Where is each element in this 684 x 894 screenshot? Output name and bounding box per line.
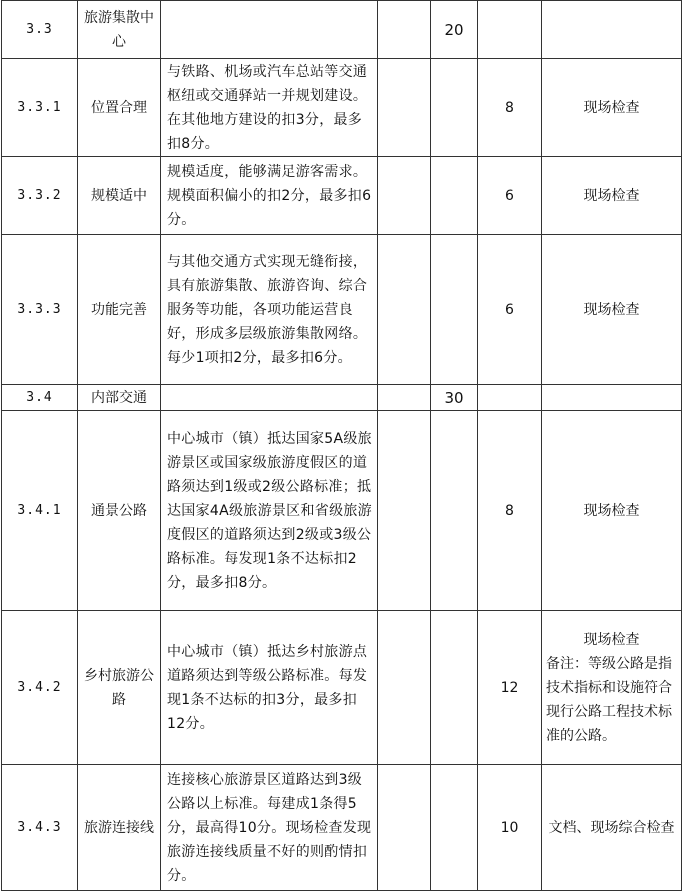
row-col4 (378, 157, 431, 235)
row-points: 12 (478, 611, 542, 765)
row-score (431, 411, 478, 611)
row-points: 10 (478, 765, 542, 891)
row-code: 3.4.2 (2, 611, 78, 765)
row-desc: 规模适度，能够满足游客需求。规模面积偏小的扣2分，最多扣6分。 (161, 157, 378, 235)
row-score (431, 235, 478, 385)
row-points (478, 385, 542, 411)
row-col4 (378, 1, 431, 59)
row-points: 6 (478, 157, 542, 235)
table-row (2, 765, 682, 891)
row-col4 (378, 611, 431, 765)
row-score (431, 765, 478, 891)
row-item: 位置合理 (78, 59, 161, 157)
row-remark: 备注：等级公路是指技术指标和设施符合现行公路工程技术标准的公路。 (546, 655, 672, 744)
row-desc: 中心城市（镇）抵达乡村旅游点道路须达到等级公路标准。每发现1条不达标的扣3分，最多扣12分。 (161, 611, 378, 765)
table-row (2, 157, 682, 235)
row-method: 文档、现场综合检查 (542, 765, 682, 891)
table-row (2, 611, 682, 765)
row-method: 现场检查 (583, 631, 640, 648)
row-item: 旅游集散中心 (78, 1, 161, 59)
row-method: 现场检查 (542, 59, 682, 157)
row-code: 3.3.2 (2, 157, 78, 235)
row-score: 20 (431, 1, 478, 59)
row-desc: 中心城市（镇）抵达国家5A级旅游景区或国家级旅游度假区的道路须达到1级或2级公路标准；抵达国家4A级旅游景区和省级旅游度假区的道路须达到2级或3级公路标准。每发现1条不达标扣2分，最多扣8分。 (161, 411, 378, 611)
row-method (542, 385, 682, 411)
row-code: 3.4.1 (2, 411, 78, 611)
row-points: 8 (478, 411, 542, 611)
row-col4 (378, 235, 431, 385)
row-points: 8 (478, 59, 542, 157)
table-row (2, 1, 682, 59)
row-points (478, 1, 542, 59)
row-col4 (378, 385, 431, 411)
row-score (431, 59, 478, 157)
row-score: 30 (431, 385, 478, 411)
row-method (542, 1, 682, 59)
row-code: 3.4 (2, 385, 78, 411)
table-row (2, 235, 682, 385)
table-row (2, 385, 682, 411)
row-desc: 与其他交通方式实现无缝衔接，具有旅游集散、旅游咨询、综合服务等功能，各项功能运营良好，形成多层级旅游集散网络。每少1项扣2分，最多扣6分。 (161, 235, 378, 385)
row-col4 (378, 411, 431, 611)
evaluation-table (1, 0, 682, 891)
row-desc (161, 385, 378, 411)
row-item: 乡村旅游公路 (78, 611, 161, 765)
row-desc (161, 1, 378, 59)
row-item: 旅游连接线 (78, 765, 161, 891)
row-score (431, 611, 478, 765)
row-desc: 与铁路、机场或汽车总站等交通枢纽或交通驿站一并规划建设。在其他地方建设的扣3分，最多扣8分。 (161, 59, 378, 157)
table-row (2, 59, 682, 157)
row-method: 现场检查 (542, 411, 682, 611)
row-col4 (378, 59, 431, 157)
row-item: 功能完善 (78, 235, 161, 385)
row-code: 3.3.1 (2, 59, 78, 157)
row-item: 规模适中 (78, 157, 161, 235)
row-col4 (378, 765, 431, 891)
table-row (2, 411, 682, 611)
row-desc: 连接核心旅游景区道路达到3级公路以上标准。每建成1条得5分，最高得10分。现场检查发现旅游连接线质量不好的则酌情扣分。 (161, 765, 378, 891)
row-method: 现场检查 (542, 235, 682, 385)
row-method: 现场检查 (542, 157, 682, 235)
row-code: 3.4.3 (2, 765, 78, 891)
row-method-cell (542, 611, 682, 765)
row-item: 内部交通 (78, 385, 161, 411)
row-code: 3.3 (2, 1, 78, 59)
row-code: 3.3.3 (2, 235, 78, 385)
row-item: 通景公路 (78, 411, 161, 611)
row-score (431, 157, 478, 235)
row-points: 6 (478, 235, 542, 385)
